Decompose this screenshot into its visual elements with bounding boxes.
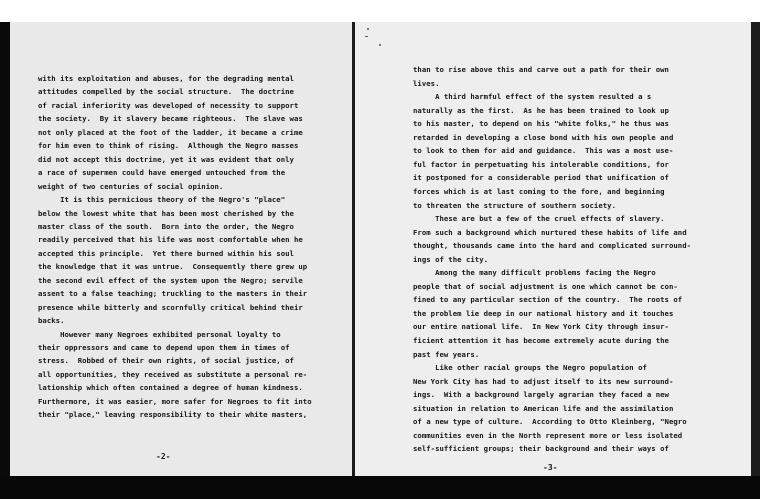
text-line: ficient attention it has become extremely acute during the <box>413 336 669 345</box>
text-line: the knowledge that it was untrue. Consequently there grew up <box>38 262 308 272</box>
text-line: than to rise above this and carve out a path for their own <box>413 65 669 74</box>
text-line: New York City has had to adjust itself to its new surround- <box>413 376 674 386</box>
text-line: the problem lie deep in our national history and it touches <box>413 308 674 318</box>
right-page-number: -3- <box>543 463 558 472</box>
text-line: backs. <box>38 316 65 326</box>
text-line: past few years. <box>413 349 480 359</box>
text-line: it postponed for a considerable period that unification of <box>413 173 669 183</box>
left-page-number: -2- <box>156 452 171 461</box>
text-line: fined to any particular section of the country. The roots of <box>413 295 683 305</box>
text-line: ings. With a background largely agrarian they faced a new <box>413 390 669 400</box>
text-line: accepted this principle. Yet there burned within his soul <box>38 248 294 258</box>
text-line: Furthermore, it was easier, more safer for Negroes to fit into <box>38 396 312 406</box>
text-line: situation in relation to American life and the assimilation <box>413 403 674 413</box>
text-line: our entire national life. In New York City through insur- <box>413 322 669 332</box>
text-line: It is this pernicious theory of the Negro's "place" <box>38 195 286 205</box>
text-line: of racial inferiority was developed of necessity to support <box>38 100 299 110</box>
text-line: naturally as the first. As he has been trained to look up <box>413 105 669 115</box>
text-line: stress. Robbed of their own rights, of social justice, of <box>38 356 294 366</box>
text-line: readily perceived that his life was most comfortable when he <box>38 235 303 245</box>
text-line: did not accept this doctrine, yet it was evident that only <box>38 154 294 164</box>
scan-edge-right <box>751 22 760 476</box>
text-line: below the lowest white that has been most cherished by the <box>38 208 294 218</box>
text-line: attitudes compelled by the social structure. The doctrine <box>38 87 294 97</box>
text-line: communities even in the North represent more or less isolated <box>413 430 683 440</box>
text-line: retarded in developing a close bond with his own people and <box>413 132 674 142</box>
text-line: From such a background which nurtured these habits of life and <box>413 227 687 237</box>
text-line: not only placed at the foot of the ladder, it became a crime <box>38 127 303 137</box>
text-line: assent to a false teaching; truckling to the masters in their <box>38 289 308 299</box>
text-line: self-sufficient groups; their background and their ways of <box>413 444 669 454</box>
text-line: to threaten the structure of southern society. <box>413 200 617 210</box>
text-line: Like other racial groups the Negro population of <box>413 363 647 373</box>
text-line: presence while bitterly and scornfully critical behind their <box>38 302 303 312</box>
text-line: forces which is at last coming to the fore, and beginning <box>413 186 665 196</box>
text-line: weight of two centuries of social opinion. <box>38 181 224 191</box>
text-line: their "place," leaving responsibility to their white masters, <box>38 410 308 420</box>
scan-edge-bottom <box>0 476 760 499</box>
text-line: Among the many difficult problems facing the Negro <box>413 268 656 278</box>
text-line: a race of supermen could have emerged untouched from the <box>38 168 286 178</box>
text-line: all opportunities, they received as substitute a personal re- <box>38 369 308 379</box>
text-line: These are but a few of the cruel effects of slavery. <box>413 214 665 224</box>
text-line: the second evil effect of the system upon the Negro; servile <box>38 275 303 285</box>
text-line: with its exploitation and abuses, for the degrading mental <box>38 74 294 83</box>
text-line: lationship which often contained a degree of human kindness. <box>38 383 303 393</box>
text-line: ful factor in perpetuating his intolerable conditions, for <box>413 159 669 169</box>
text-line: However many Negroes exhibited personal loyalty to <box>38 329 281 339</box>
text-line: thought, thousands came into the hard and complicated surround- <box>413 241 692 251</box>
text-line: lives. <box>413 78 440 88</box>
text-line: the society. By it slavery became righteous. The slave was <box>38 114 303 124</box>
text-line: their oppressors and came to depend upon them in times of <box>38 343 290 352</box>
right-page <box>355 22 751 476</box>
left-page <box>10 22 352 476</box>
text-line: of a new type of culture. According to Otto Kleinberg, "Negro <box>413 417 687 427</box>
text-line: for him even to think of rising. Although the Negro masses <box>38 141 299 151</box>
scan-frame-top <box>0 0 760 22</box>
text-line: to look to them for aid and guidance. This was a most use- <box>413 146 674 156</box>
text-line: master class of the south. Born into the order, the Negro <box>38 221 294 231</box>
text-line: ings of the city. <box>413 254 489 264</box>
text-line: to his master, to depend on his "white folks," he thus was <box>413 119 669 129</box>
text-line: A third harmful effect of the system resulted a s <box>413 92 652 102</box>
text-line: people that of social adjustment is one which cannot be con- <box>413 281 678 291</box>
